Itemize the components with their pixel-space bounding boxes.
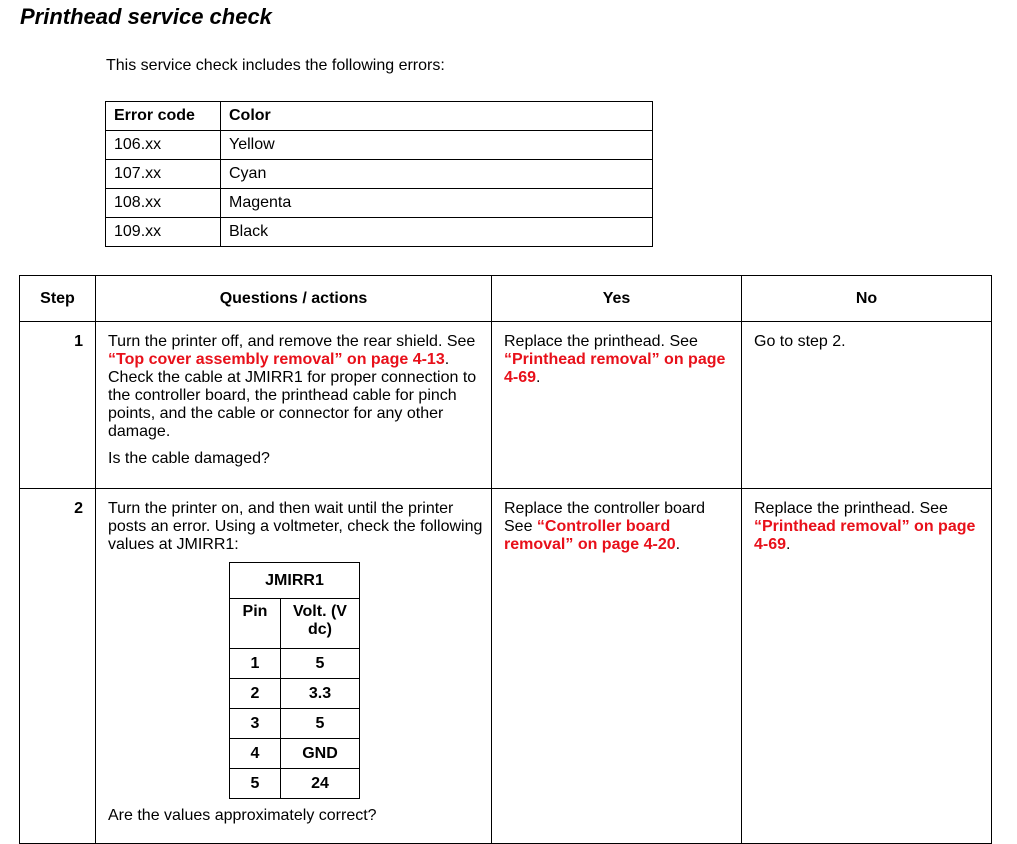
voltage-cell: 5 bbox=[281, 649, 360, 679]
voltage-cell: 24 bbox=[281, 769, 360, 799]
step-2-no: Replace the printhead. See “Printhead removal” on page 4-69. bbox=[742, 489, 992, 844]
voltage-cell: GND bbox=[281, 739, 360, 769]
pin-cell: 3 bbox=[230, 709, 281, 739]
table-row bbox=[230, 649, 360, 679]
step-1-instruction: Turn the printer off, and remove the rear shield. See “Top cover assembly removal” on page 4-13. Check the cable at JMIRR1 for proper connection to the controller board, the printhead cable for pinch points, and the cable or connector for any other damage. bbox=[108, 333, 477, 440]
table-header-row bbox=[20, 276, 992, 322]
pin-cell: 1 bbox=[230, 649, 281, 679]
header-step: Step bbox=[20, 276, 96, 322]
step-row-1 bbox=[20, 322, 992, 489]
intro-text: This service check includes the following errors: bbox=[106, 57, 445, 74]
table-row bbox=[230, 739, 360, 769]
header-voltage: Volt. (V dc) bbox=[281, 599, 360, 649]
pin-cell: 4 bbox=[230, 739, 281, 769]
header-no: No bbox=[742, 276, 992, 322]
error-code-cell: 106.xx bbox=[106, 131, 221, 160]
error-code-cell: 109.xx bbox=[106, 218, 221, 247]
page-title: Printhead service check bbox=[20, 4, 272, 29]
pin-table-title: JMIRR1 bbox=[230, 563, 360, 599]
pin-cell: 2 bbox=[230, 679, 281, 709]
table-row bbox=[106, 131, 653, 160]
table-row bbox=[106, 218, 653, 247]
printhead-removal-link[interactable]: “Printhead removal” on page 4-69 bbox=[504, 351, 726, 386]
step-1-no: Go to step 2. bbox=[742, 322, 992, 489]
table-row bbox=[230, 769, 360, 799]
header-pin: Pin bbox=[230, 599, 281, 649]
color-cell: Cyan bbox=[221, 160, 653, 189]
header-color: Color bbox=[221, 102, 653, 131]
step-2-question: Are the values approximately correct? bbox=[108, 807, 377, 824]
step-1-yes: Replace the printhead. See “Printhead removal” on page 4-69. bbox=[492, 322, 742, 489]
pin-table-title-row bbox=[230, 563, 360, 599]
table-row bbox=[230, 679, 360, 709]
header-questions-actions: Questions / actions bbox=[96, 276, 492, 322]
controller-board-removal-link[interactable]: “Controller board removal” on page 4-20 bbox=[504, 518, 676, 553]
jmirr1-pin-table bbox=[229, 562, 360, 799]
error-code-cell: 107.xx bbox=[106, 160, 221, 189]
top-cover-removal-link[interactable]: “Top cover assembly removal” on page 4-13 bbox=[108, 351, 445, 368]
color-cell: Black bbox=[221, 218, 653, 247]
service-check-table bbox=[19, 275, 992, 844]
table-header-row bbox=[106, 102, 653, 131]
header-error-code: Error code bbox=[106, 102, 221, 131]
step-number: 2 bbox=[20, 489, 96, 844]
step-number: 1 bbox=[20, 322, 96, 489]
step-2-actions bbox=[96, 489, 492, 844]
voltage-cell: 3.3 bbox=[281, 679, 360, 709]
step-1-actions bbox=[96, 322, 492, 489]
color-cell: Magenta bbox=[221, 189, 653, 218]
step-1-question: Is the cable damaged? bbox=[108, 450, 270, 467]
step-2-instruction: Turn the printer on, and then wait until the printer posts an error. Using a voltmeter, check the following values at JMIRR1: bbox=[108, 500, 483, 553]
step-2-yes: Replace the controller board See “Controller board removal” on page 4-20. bbox=[492, 489, 742, 844]
error-code-table bbox=[105, 101, 653, 247]
pin-cell: 5 bbox=[230, 769, 281, 799]
error-code-cell: 108.xx bbox=[106, 189, 221, 218]
table-row bbox=[106, 189, 653, 218]
color-cell: Yellow bbox=[221, 131, 653, 160]
header-yes: Yes bbox=[492, 276, 742, 322]
printhead-removal-link[interactable]: “Printhead removal” on page 4-69 bbox=[754, 518, 976, 553]
voltage-cell: 5 bbox=[281, 709, 360, 739]
pin-table-header-row bbox=[230, 599, 360, 649]
step-row-2 bbox=[20, 489, 992, 844]
table-row bbox=[230, 709, 360, 739]
table-row bbox=[106, 160, 653, 189]
